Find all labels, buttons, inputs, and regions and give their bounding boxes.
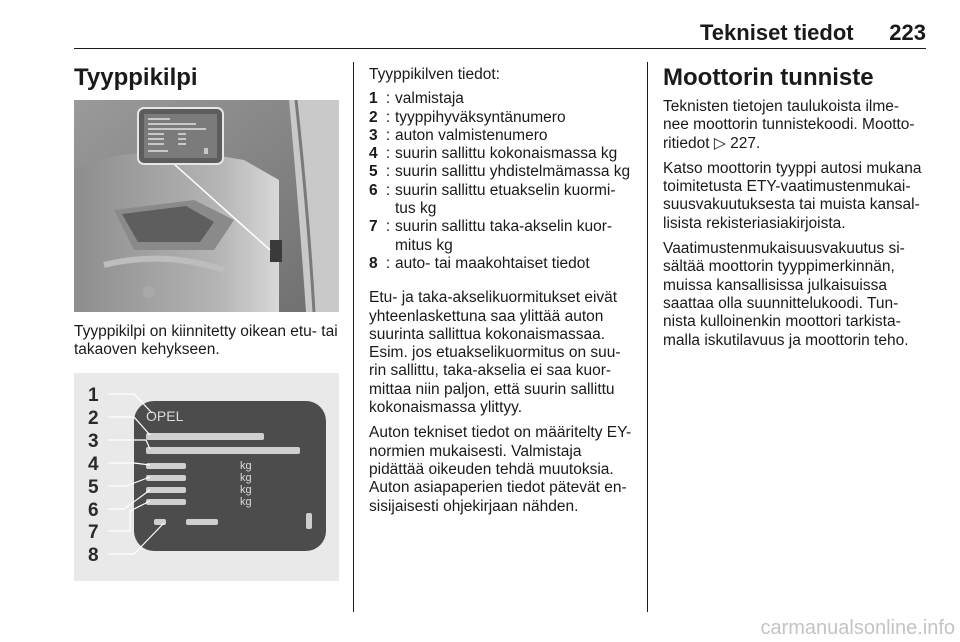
- list-item-colon: :: [385, 126, 391, 144]
- plate-unit-kg: kg: [240, 484, 252, 496]
- plate-unit-kg: kg: [240, 496, 252, 508]
- conformity-paragraph: Vaatimustenmukaisuusvakuutus si- sältää moottorin tyyppimerkinnän, muissa kansallisissa julkaisuissa saattaa olla suunnittelukoodi. Tun- nista kulloinenkin moottori tarkista- malla iskutilavuus ja moottorin teho.: [663, 240, 909, 349]
- list-item: [369, 163, 635, 181]
- callout-number: 1: [88, 385, 99, 406]
- plate-country-data: [154, 519, 166, 525]
- section-title-tyyppikilpi: Tyyppikilpi: [74, 64, 198, 91]
- list-item-text: auto- tai maakohtaiset tiedot: [395, 254, 590, 272]
- list-item-number: 2: [369, 108, 378, 126]
- plate-unit-kg: kg: [240, 472, 252, 484]
- type-plate-caption: Tyyppikilpi on kiinnitetty oikean etu- tai takaoven kehykseen.: [74, 323, 338, 359]
- callout-number: 5: [88, 477, 99, 498]
- callout-number: 8: [88, 545, 99, 566]
- list-item: [369, 109, 635, 127]
- callout-number: 3: [88, 431, 99, 452]
- list-item-number: 4: [369, 145, 378, 163]
- engine-type-paragraph: Katso moottorin tyyppi autosi mukana toimitetusta ETY-vaatimustenmukai- suusvakuutuksesta tai muista kansal- lisista rekisteriasiakirjoista.: [663, 159, 922, 232]
- header-rule: [74, 48, 926, 49]
- engine-id-column: [663, 98, 928, 357]
- list-item-text: tyyppihyväksyntänumero: [395, 108, 566, 126]
- list-item: [369, 218, 635, 255]
- plate-info-intro: Tyyppikilven tiedot:: [369, 66, 500, 83]
- list-item-number: 1: [369, 90, 378, 108]
- plate-country-data-2: [186, 519, 218, 525]
- list-item-text: suurin sallittu etuakselin kuormi- tus kg: [395, 181, 616, 218]
- plate-side-code: [306, 513, 312, 529]
- type-plate-drawing: [74, 373, 339, 581]
- plate-front-axle: [146, 487, 186, 493]
- list-item-colon: :: [385, 181, 391, 199]
- plate-vin: [146, 447, 300, 454]
- list-item-text: suurin sallittu yhdistelmämassa kg: [395, 163, 631, 181]
- plate-unit-kg: kg: [240, 460, 252, 472]
- axle-load-paragraph: Etu- ja taka-akselikuormitukset eivät yhteenlaskettuna saa ylittää auton suurinta sallittua kokonaismassaa. Esim. jos etuakselikuormitus on suu- rin sallittu, taka-akselia ei saa kuor- mittaa niin paljon, että suurin sallittu kokonaismassa ylittyy.: [369, 289, 621, 417]
- list-item: [369, 145, 635, 163]
- list-item-colon: :: [385, 218, 391, 236]
- list-item-number: 3: [369, 126, 378, 144]
- plate-train-mass: [146, 475, 186, 481]
- plate-rear-axle: [146, 499, 186, 505]
- list-item: [369, 127, 635, 145]
- list-item-text: auton valmistenumero: [395, 126, 548, 144]
- page-reference-arrow-icon: ▷: [713, 134, 731, 152]
- list-item-number: 8: [369, 254, 378, 272]
- section-title-moottorin-tunniste: Moottorin tunniste: [663, 64, 874, 91]
- plate-info-list: [369, 90, 635, 273]
- list-item-text: valmistaja: [395, 90, 464, 108]
- running-header-title: Tekniset tiedot: [700, 20, 854, 45]
- list-item-number: 5: [369, 163, 378, 181]
- watermark: carmanualsonline.info: [760, 617, 955, 639]
- callout-number: 2: [88, 408, 99, 429]
- list-item-colon: :: [385, 90, 391, 108]
- plate-brand: OPEL: [146, 408, 184, 424]
- engine-code-paragraph: [663, 98, 928, 153]
- list-item-text: suurin sallittu taka-akselin kuor- mitus kg: [395, 218, 613, 254]
- list-item: [369, 90, 635, 108]
- plate-info-column: [369, 66, 635, 523]
- plate-approval-number: [146, 433, 264, 440]
- door-frame-photo: [74, 100, 339, 312]
- type-plate-diagram: [74, 373, 339, 581]
- page-number: 223: [889, 20, 926, 45]
- list-item-text: suurin sallittu kokonaismassa kg: [395, 145, 618, 163]
- list-item-number: 6: [369, 181, 378, 199]
- page-reference-link[interactable]: 227.: [730, 134, 761, 152]
- column-divider-right: [647, 62, 648, 612]
- callout-number: 4: [88, 454, 99, 475]
- list-item-colon: :: [385, 254, 391, 272]
- plate-gross-mass: [146, 463, 186, 469]
- callout-number: 7: [88, 522, 99, 543]
- list-item: [369, 255, 635, 273]
- ec-norms-paragraph: Auton tekniset tiedot on määritelty EY-normien mukaisesti. Valmistaja pidättää oikeuden tehdä muutoksia. Auton asiapaperien tiedot pätevät en- sisijaisesti ohjekirjaan nähden.: [369, 424, 632, 515]
- list-item-colon: :: [385, 108, 391, 126]
- engine-code-text: Teknisten tietojen taulukoista ilme- nee moottorin tunnistekoodi. Mootto- ritiedot: [663, 98, 915, 152]
- callout-number: 6: [88, 500, 99, 521]
- list-item-colon: :: [385, 145, 391, 163]
- list-item: [369, 182, 635, 219]
- list-item-colon: :: [385, 163, 391, 181]
- list-item-number: 7: [369, 218, 378, 236]
- column-divider-left: [353, 62, 354, 612]
